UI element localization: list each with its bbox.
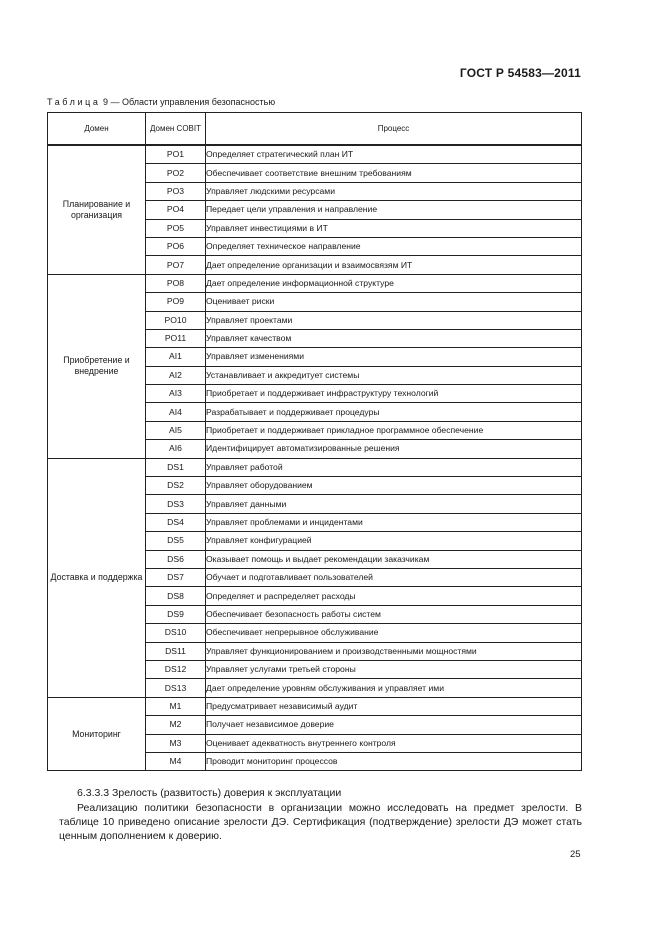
domain-cell: Планирование и организация — [48, 145, 146, 274]
process-cell: Предусматривает независимый аудит — [206, 697, 582, 715]
cobit-code-cell: M1 — [146, 697, 206, 715]
cobit-code-cell: AI6 — [146, 440, 206, 458]
process-cell: Дает определение информационной структуре — [206, 274, 582, 292]
process-cell: Разрабатывает и поддерживает процедуры — [206, 403, 582, 421]
cobit-code-cell: AI5 — [146, 421, 206, 439]
table-row — [48, 697, 582, 715]
cobit-code-cell: M3 — [146, 734, 206, 752]
domain-cell: Приобретение и внедрение — [48, 274, 146, 458]
process-cell: Передает цели управления и направление — [206, 201, 582, 219]
cobit-code-cell: PO3 — [146, 182, 206, 200]
process-cell: Оценивает риски — [206, 293, 582, 311]
cobit-code-cell: AI4 — [146, 403, 206, 421]
process-cell: Обеспечивает непрерывное обслуживание — [206, 624, 582, 642]
cobit-code-cell: AI1 — [146, 348, 206, 366]
process-cell: Определяет и распределяет расходы — [206, 587, 582, 605]
section-paragraph: Реализацию политики безопасности в организации можно исследовать на предмет зрелости. В таблице 10 приведено описание зрелости ДЭ. Сертификация (подтверждение) зрелости ДЭ может стать ценным дополнением к доверию. — [59, 802, 582, 842]
cobit-code-cell: PO10 — [146, 311, 206, 329]
process-cell: Оказывает помощь и выдает рекомендации заказчикам — [206, 550, 582, 568]
process-cell: Оценивает адекватность внутреннего контроля — [206, 734, 582, 752]
column-header-domain: Домен — [48, 113, 146, 146]
process-cell: Проводит мониторинг процессов — [206, 752, 582, 770]
cobit-code-cell: M2 — [146, 716, 206, 734]
process-cell: Определяет стратегический план ИТ — [206, 145, 582, 164]
cobit-code-cell: DS1 — [146, 458, 206, 476]
process-cell: Управляет инвестициями в ИТ — [206, 219, 582, 237]
process-cell: Управляет проектами — [206, 311, 582, 329]
process-cell: Дает определение уровням обслуживания и управляет ими — [206, 679, 582, 697]
cobit-code-cell: DS8 — [146, 587, 206, 605]
cobit-code-cell: DS6 — [146, 550, 206, 568]
table-row — [48, 458, 582, 476]
cobit-code-cell: PO6 — [146, 237, 206, 255]
cobit-code-cell: PO1 — [146, 145, 206, 164]
table-header-row — [48, 113, 582, 146]
table-row — [48, 274, 582, 292]
cobit-code-cell: AI2 — [146, 366, 206, 384]
cobit-code-cell: DS2 — [146, 477, 206, 495]
process-cell: Управляет данными — [206, 495, 582, 513]
process-cell: Дает определение организации и взаимосвязям ИТ — [206, 256, 582, 274]
cobit-code-cell: DS7 — [146, 568, 206, 586]
process-cell: Определяет техническое направление — [206, 237, 582, 255]
domain-cell: Доставка и поддержка — [48, 458, 146, 697]
cobit-code-cell: DS5 — [146, 532, 206, 550]
process-cell: Приобретает и поддерживает прикладное программное обеспечение — [206, 421, 582, 439]
cobit-code-cell: PO5 — [146, 219, 206, 237]
section-heading: 6.3.3.3 Зрелость (развитость) доверия к эксплуатации — [77, 787, 342, 799]
table-row — [48, 145, 582, 164]
process-cell: Управляет функционированием и производственными мощностями — [206, 642, 582, 660]
process-cell: Управляет людскими ресурсами — [206, 182, 582, 200]
page-number: 25 — [570, 849, 581, 860]
cobit-code-cell: PO2 — [146, 164, 206, 182]
column-header-cobit-domain: Домен COBIT — [146, 113, 206, 146]
cobit-code-cell: DS4 — [146, 513, 206, 531]
process-cell: Получает независимое доверие — [206, 716, 582, 734]
process-cell: Управляет оборудованием — [206, 477, 582, 495]
process-cell: Обеспечивает безопасность работы систем — [206, 605, 582, 623]
process-cell: Устанавливает и аккредитует системы — [206, 366, 582, 384]
table-caption-label: Таблица — [47, 97, 101, 107]
column-header-process: Процесс — [206, 113, 582, 146]
cobit-code-cell: DS12 — [146, 660, 206, 678]
process-cell: Управляет услугами третьей стороны — [206, 660, 582, 678]
standard-designation: ГОСТ Р 54583—2011 — [459, 66, 581, 80]
process-cell: Управляет работой — [206, 458, 582, 476]
process-cell: Управляет проблемами и инцидентами — [206, 513, 582, 531]
table-body — [48, 145, 582, 771]
cobit-code-cell: DS13 — [146, 679, 206, 697]
process-cell: Управляет конфигурацией — [206, 532, 582, 550]
process-cell: Управляет изменениями — [206, 348, 582, 366]
process-cell: Приобретает и поддерживает инфраструктуру технологий — [206, 385, 582, 403]
process-cell: Управляет качеством — [206, 329, 582, 347]
cobit-code-cell: PO9 — [146, 293, 206, 311]
table-caption-text: 9 — Области управления безопасностью — [103, 97, 276, 107]
process-cell: Обучает и подготавливает пользователей — [206, 568, 582, 586]
cobit-code-cell: AI3 — [146, 385, 206, 403]
cobit-code-cell: PO8 — [146, 274, 206, 292]
process-cell: Идентифицирует автоматизированные решения — [206, 440, 582, 458]
cobit-code-cell: PO11 — [146, 329, 206, 347]
cobit-code-cell: DS11 — [146, 642, 206, 660]
cobit-code-cell: PO7 — [146, 256, 206, 274]
cobit-code-cell: DS3 — [146, 495, 206, 513]
domain-cell: Мониторинг — [48, 697, 146, 771]
table-caption — [47, 97, 275, 108]
cobit-code-cell: M4 — [146, 752, 206, 770]
process-cell: Обеспечивает соответствие внешним требованиям — [206, 164, 582, 182]
cobit-code-cell: DS10 — [146, 624, 206, 642]
security-domains-table — [47, 112, 582, 771]
cobit-code-cell: PO4 — [146, 201, 206, 219]
cobit-code-cell: DS9 — [146, 605, 206, 623]
